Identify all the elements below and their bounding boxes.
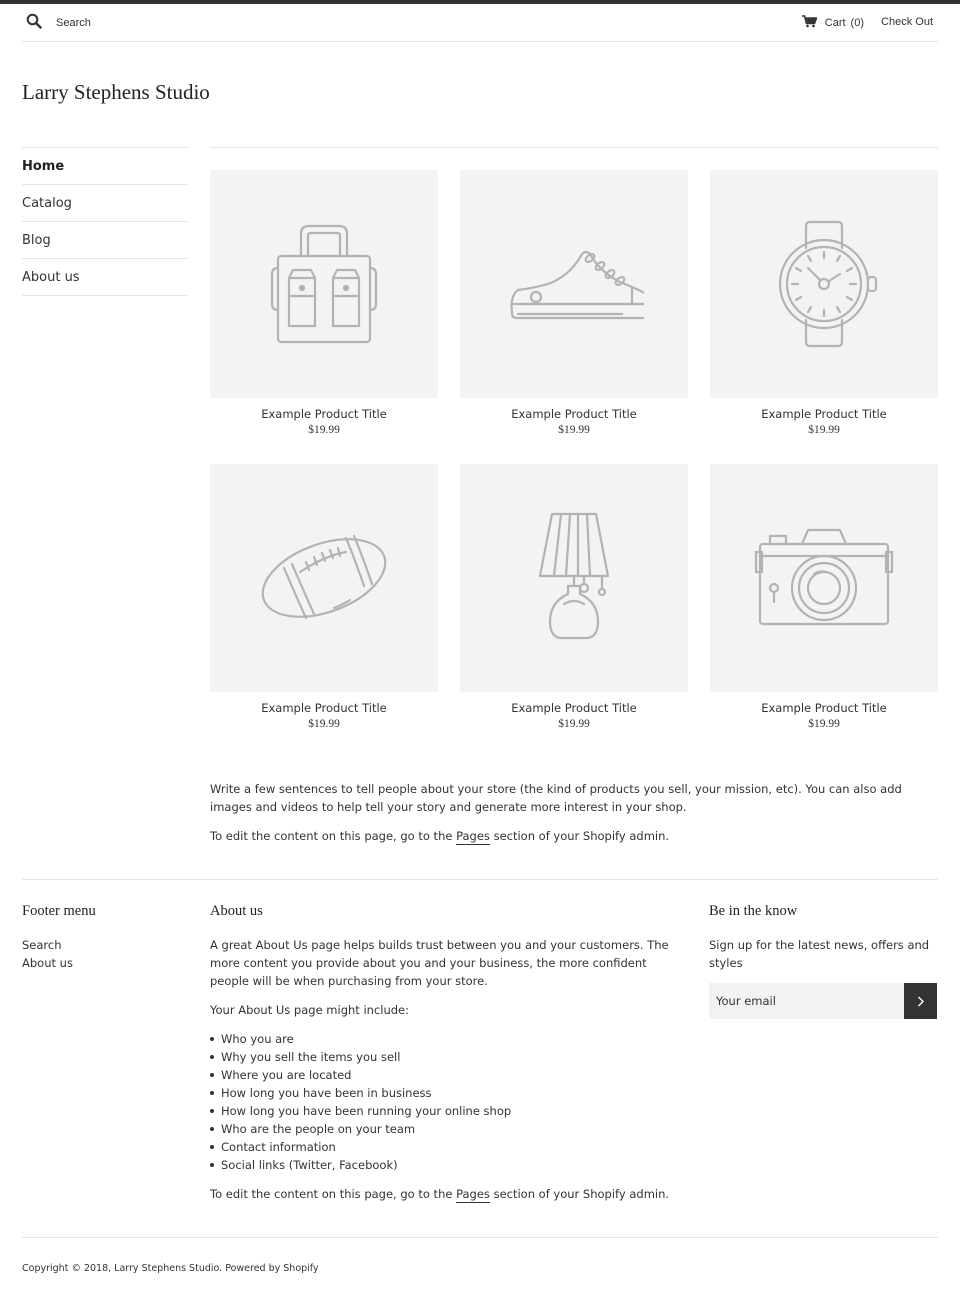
list-item: Why you sell the items you sell (210, 1048, 686, 1066)
product-card[interactable] (210, 170, 438, 436)
watch-icon (754, 214, 894, 354)
bag-icon (254, 214, 394, 354)
product-card[interactable] (710, 170, 938, 436)
search-input[interactable] (56, 17, 216, 29)
pages-link[interactable]: Pages (456, 829, 490, 843)
product-title[interactable]: Example Product Title (261, 701, 387, 715)
list-item: Social links (Twitter, Facebook) (210, 1156, 686, 1174)
sneaker-icon (504, 214, 644, 354)
edit-suffix: section of your Shopify admin. (489, 1187, 670, 1201)
camera-icon (754, 508, 894, 648)
list-item: Where you are located (210, 1066, 686, 1084)
list-item: Contact information (210, 1138, 686, 1156)
product-price: $19.99 (558, 424, 590, 436)
product-price: $19.99 (808, 718, 840, 730)
footer-link-search[interactable]: Search (22, 938, 62, 952)
product-image[interactable] (710, 170, 938, 398)
chevron-right-icon (917, 996, 925, 1007)
copyright: Copyright © 2018, Larry Stephens Studio. Powered by Shopify (22, 1263, 319, 1274)
football-icon (254, 508, 394, 648)
footer-menu-title: Footer menu (22, 903, 96, 919)
list-item: How long you have been running your online shop (210, 1102, 686, 1120)
product-card[interactable] (460, 464, 688, 730)
edit-prefix: To edit the content on this page, go to the (210, 1187, 457, 1201)
divider (210, 147, 938, 148)
cart-count: (0) (850, 17, 864, 29)
sidebar-item-home[interactable]: Home (22, 148, 188, 185)
about-paragraph: A great About Us page helps builds trust between you and your customers. The more content you provide about you and your business, the more confident people will be when purchasing from your store. (210, 938, 669, 988)
cart-label: Cart (824, 17, 846, 29)
product-card[interactable] (210, 464, 438, 730)
product-image[interactable] (460, 464, 688, 692)
search-form[interactable] (26, 13, 216, 33)
sidebar-nav (22, 147, 188, 296)
divider (22, 879, 938, 880)
product-price: $19.99 (808, 424, 840, 436)
product-title[interactable]: Example Product Title (761, 407, 887, 421)
footer-link-about-us[interactable]: About us (22, 956, 73, 970)
product-price: $19.99 (308, 424, 340, 436)
list-item: Who you are (210, 1030, 686, 1048)
lamp-icon (504, 508, 644, 648)
product-title[interactable]: Example Product Title (261, 407, 387, 421)
edit-suffix: section of your Shopify admin. (489, 829, 670, 843)
cart-link[interactable] (802, 15, 864, 31)
product-image[interactable] (710, 464, 938, 692)
about-intro: Your About Us page might include: (210, 1003, 409, 1017)
checkout-link[interactable]: Check Out (881, 16, 933, 28)
footer-newsletter-title: Be in the know (709, 903, 798, 919)
product-image[interactable] (210, 464, 438, 692)
about-edit-note (210, 1185, 686, 1203)
product-card[interactable] (460, 170, 688, 436)
product-card[interactable] (710, 464, 938, 730)
newsletter-text: Sign up for the latest news, offers and styles (709, 938, 930, 970)
footer-about-title: About us (210, 903, 263, 919)
product-image[interactable] (460, 170, 688, 398)
list-item: Who are the people on your team (210, 1120, 686, 1138)
edit-prefix: To edit the content on this page, go to the (210, 829, 457, 843)
product-price: $19.99 (308, 718, 340, 730)
product-title[interactable]: Example Product Title (511, 701, 637, 715)
product-title[interactable]: Example Product Title (761, 701, 887, 715)
subscribe-button[interactable] (904, 983, 937, 1019)
footer-menu (22, 936, 73, 972)
product-image[interactable] (210, 170, 438, 398)
sidebar-item-about-us[interactable]: About us (22, 259, 188, 296)
site-title[interactable]: Larry Stephens Studio (22, 80, 210, 104)
list-item: How long you have been in business (210, 1084, 686, 1102)
product-price: $19.99 (558, 718, 590, 730)
search-icon[interactable] (26, 13, 42, 33)
sidebar-item-catalog[interactable]: Catalog (22, 185, 188, 222)
intro-edit-note (210, 827, 938, 845)
intro-paragraph: Write a few sentences to tell people about your store (the kind of products you sell, your mission, etc). You can also add images and videos to help tell your story and generate more interest in your shop. (210, 782, 902, 814)
divider (22, 1237, 938, 1238)
about-list (210, 1030, 686, 1174)
pages-link[interactable]: Pages (456, 1187, 490, 1201)
top-bar (22, 4, 938, 42)
sidebar-item-blog[interactable]: Blog (22, 222, 188, 259)
newsletter-form (709, 983, 937, 1019)
email-field[interactable] (709, 983, 904, 1019)
intro-section (210, 780, 938, 856)
product-title[interactable]: Example Product Title (511, 407, 637, 421)
cart-icon (802, 15, 825, 31)
footer-about (210, 936, 686, 1214)
